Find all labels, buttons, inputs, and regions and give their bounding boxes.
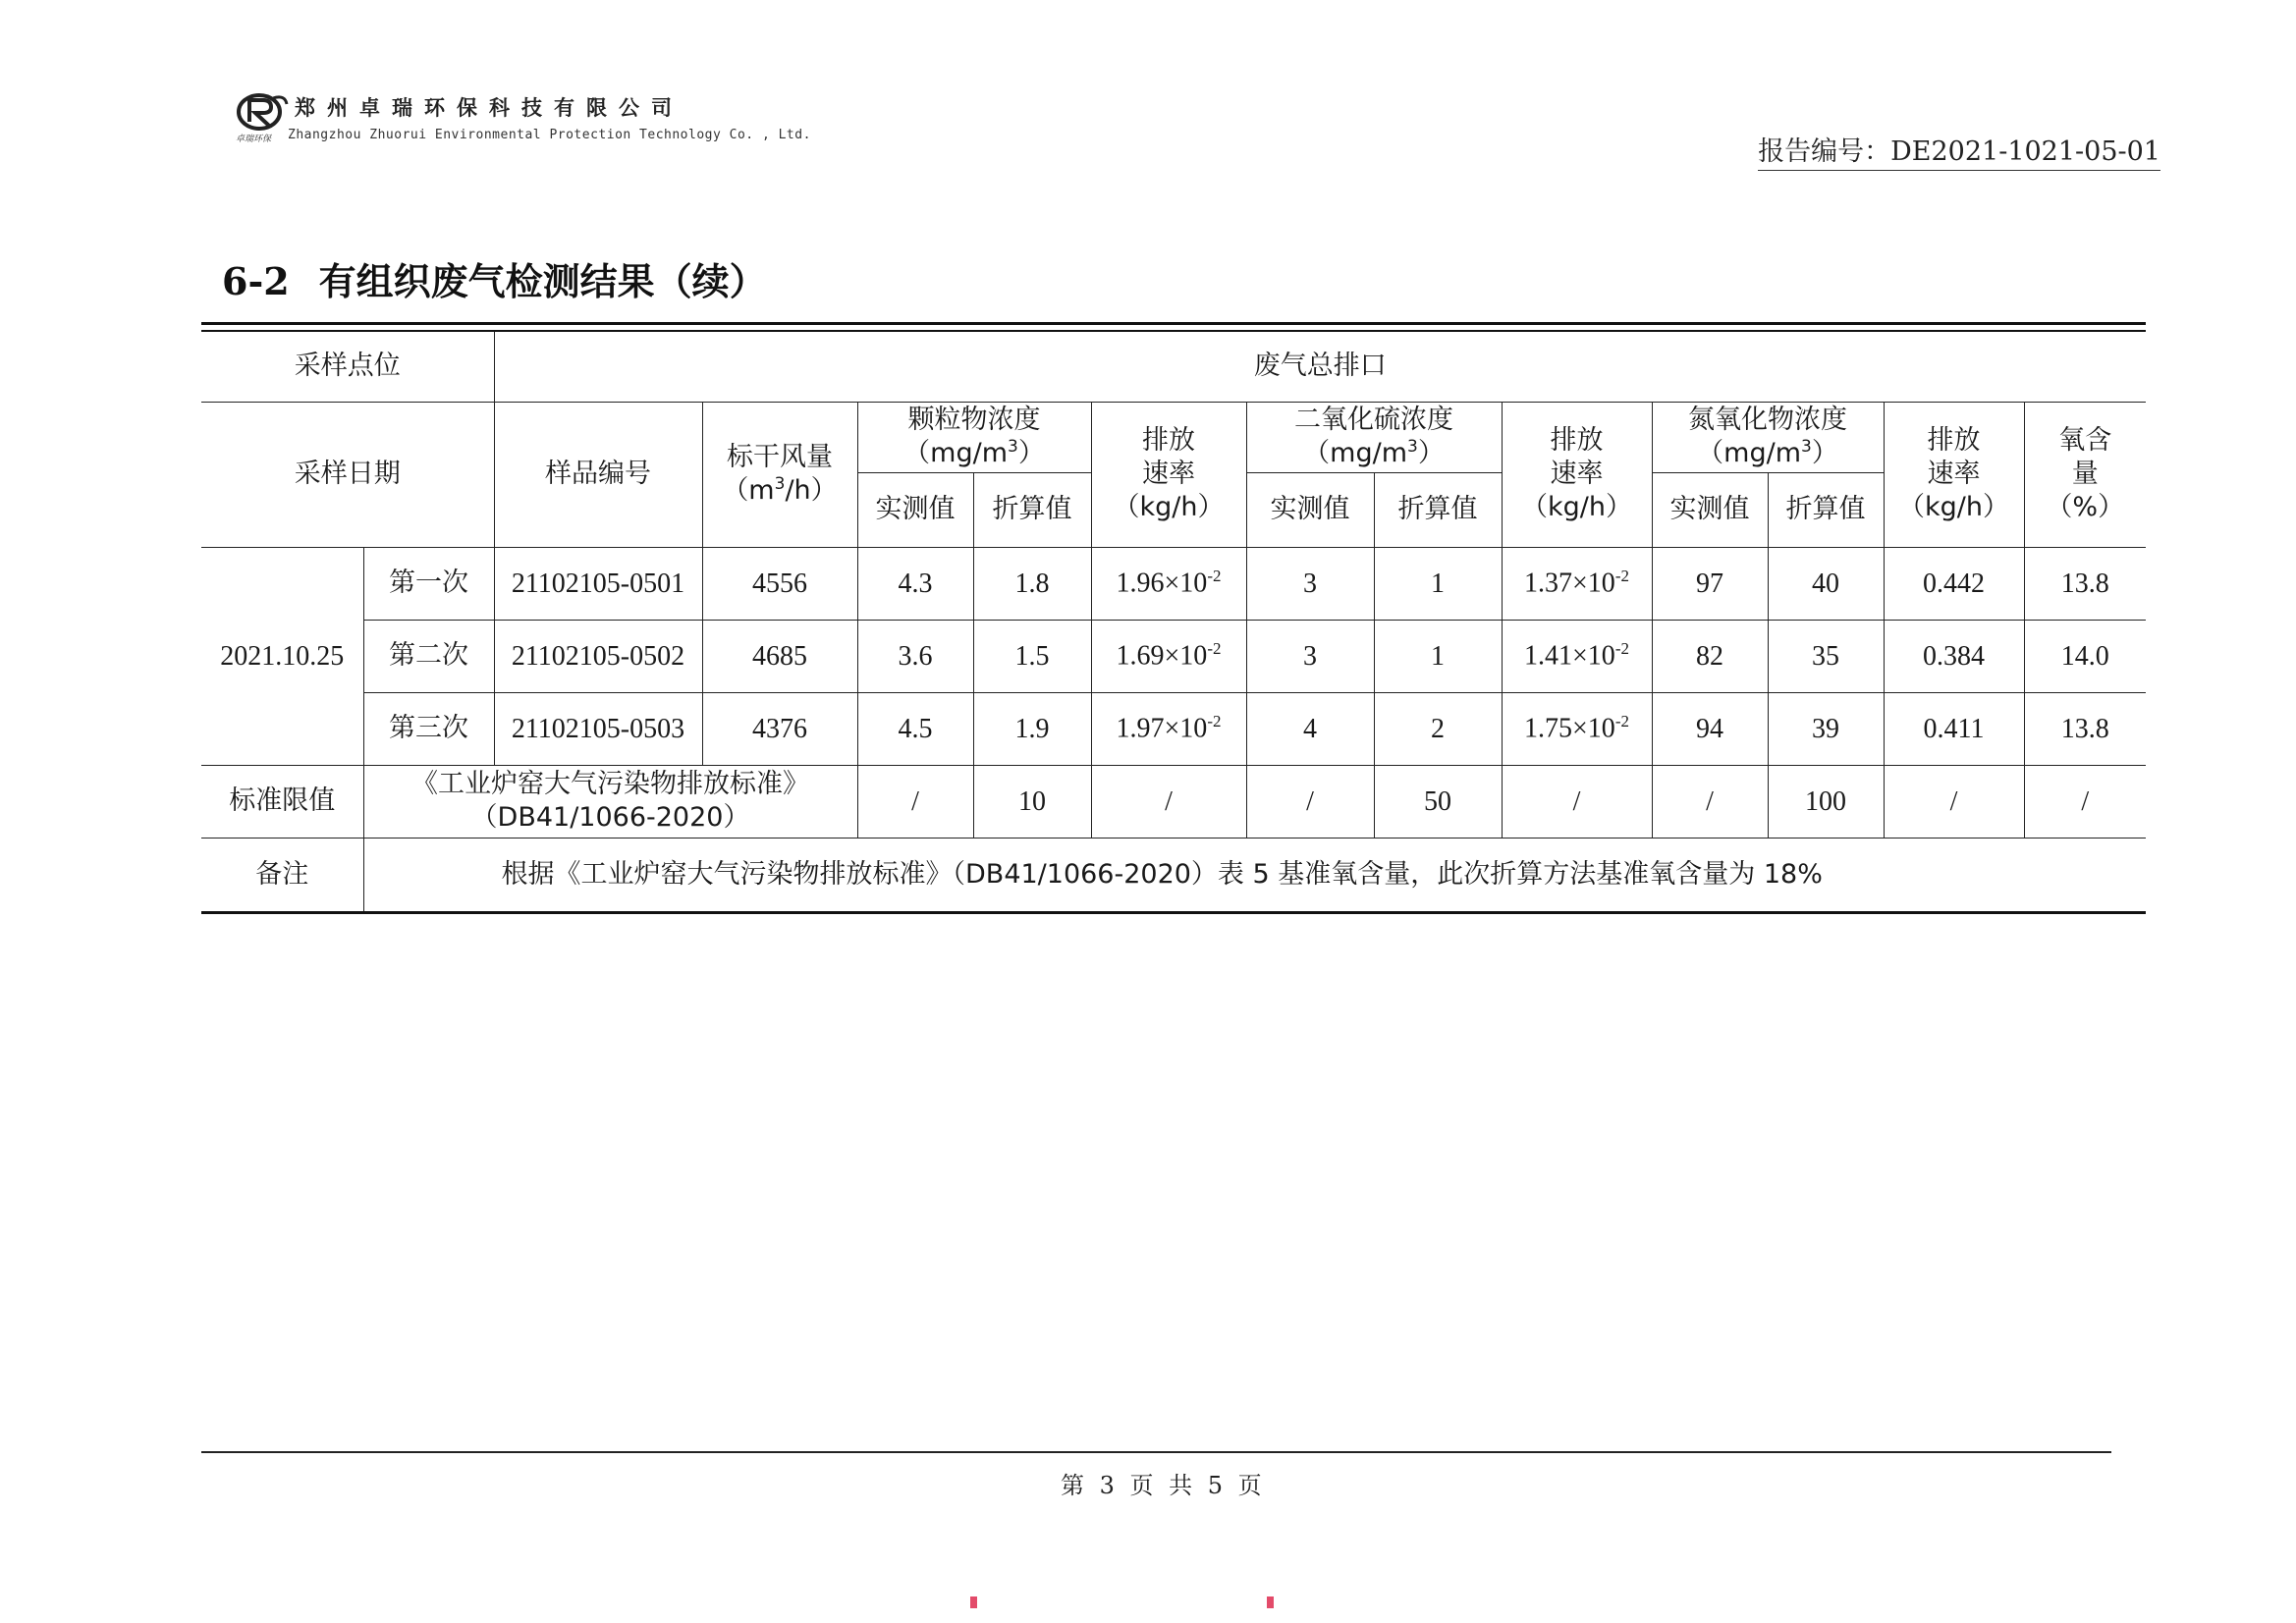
nox-converted: 40	[1768, 547, 1884, 620]
pm-measured-limit: /	[857, 765, 973, 838]
pm-converted-limit: 10	[973, 765, 1091, 838]
nox-rate: 0.442	[1884, 547, 2024, 620]
remarks-label: 备注	[201, 838, 363, 912]
so2-measured: 4	[1246, 692, 1374, 765]
standard-name-line1: 《工业炉窑大气污染物排放标准》	[411, 769, 809, 800]
flow-header	[702, 402, 857, 547]
pm-measured: 4.3	[857, 547, 973, 620]
sampling-point-value: 废气总排口	[494, 331, 2146, 402]
nox-converted-header: 折算值	[1768, 472, 1884, 547]
table-top-rule	[201, 322, 2146, 325]
standard-name-line2: （DB41/1066-2020）	[470, 802, 750, 833]
so2-converted-header: 折算值	[1374, 472, 1502, 547]
pm-conc-label: 颗粒物浓度	[907, 405, 1041, 436]
company-name-cn: 郑州卓瑞环保科技有限公司	[295, 96, 683, 120]
pm-converted: 1.8	[973, 547, 1091, 620]
pm-conc-header	[857, 402, 1091, 472]
table-row	[201, 547, 2146, 620]
stamp-mark	[970, 1596, 977, 1608]
so2-converted: 1	[1374, 547, 1502, 620]
footer-rule	[201, 1451, 2111, 1453]
section-title	[222, 251, 767, 305]
sample-no: 21102105-0503	[494, 692, 702, 765]
remarks-row	[201, 838, 2146, 912]
pm-rate-limit: /	[1091, 765, 1246, 838]
pm-measured: 4.5	[857, 692, 973, 765]
remarks-text: 根据《工业炉窑大气污染物排放标准》（DB41/1066-2020）表 5 基准氧含量，此次折算方法基准氧含量为 18%	[363, 838, 2146, 912]
run-label: 第二次	[363, 620, 494, 692]
company-name-en: Zhangzhou Zhuorui Environmental Protection Technology Co. , Ltd.	[288, 128, 811, 142]
section-heading: 有组织废气检测结果（续）	[318, 260, 767, 303]
pm-rate: $1.96\times 10^{-2}$	[1091, 547, 1246, 620]
pm-rate: $1.97\times 10^{-2}$	[1091, 692, 1246, 765]
logo-tagline: 卓瑞环保	[236, 135, 272, 144]
so2-measured-limit: /	[1246, 765, 1374, 838]
nox-converted: 39	[1768, 692, 1884, 765]
oxygen-value: 13.8	[2024, 547, 2146, 620]
pm-conc-unit: $(mg/m^3)$	[903, 437, 1045, 468]
nox-rate: 0.384	[1884, 620, 2024, 692]
oxygen-limit: /	[2024, 765, 2146, 838]
sample-no-header: 样品编号	[494, 402, 702, 547]
standard-limit-row	[201, 765, 2146, 838]
company-logo-icon	[236, 90, 289, 134]
so2-conc-header	[1246, 402, 1502, 472]
so2-measured-header: 实测值	[1246, 472, 1374, 547]
document-header	[236, 86, 2160, 167]
standard-name	[363, 765, 857, 838]
oxygen-value: 14.0	[2024, 620, 2146, 692]
so2-measured: 3	[1246, 547, 1374, 620]
flow-header-unit: $(m^3/h)$	[722, 474, 838, 506]
nox-rate-limit: /	[1884, 765, 2024, 838]
so2-rate-header: 排放 速率 （kg/h）	[1502, 402, 1652, 547]
nox-rate: 0.411	[1884, 692, 2024, 765]
nox-measured: 97	[1652, 547, 1768, 620]
sampling-date: 2021.10.25	[201, 547, 363, 765]
sampling-point-label: 采样点位	[201, 331, 494, 402]
nox-rate-header: 排放 速率 （kg/h）	[1884, 402, 2024, 547]
nox-measured: 82	[1652, 620, 1768, 692]
nox-converted-limit: 100	[1768, 765, 1884, 838]
run-label: 第三次	[363, 692, 494, 765]
so2-rate: $1.75\times 10^{-2}$	[1502, 692, 1652, 765]
pm-converted-header: 折算值	[973, 472, 1091, 547]
sample-no: 21102105-0502	[494, 620, 702, 692]
sampling-date-label: 采样日期	[201, 402, 494, 547]
nox-measured-header: 实测值	[1652, 472, 1768, 547]
pm-rate-header: 排放 速率 （kg/h）	[1091, 402, 1246, 547]
run-label: 第一次	[363, 547, 494, 620]
nox-conc-header	[1652, 402, 1884, 472]
nox-measured: 94	[1652, 692, 1768, 765]
so2-converted: 2	[1374, 692, 1502, 765]
oxygen-header: 氧含 量 （%）	[2024, 402, 2146, 547]
pm-rate: $1.69\times 10^{-2}$	[1091, 620, 1246, 692]
nox-converted: 35	[1768, 620, 1884, 692]
so2-converted: 1	[1374, 620, 1502, 692]
nox-conc-unit: $(mg/m^3)$	[1697, 437, 1838, 468]
table-row	[201, 692, 2146, 765]
pm-measured-header: 实测值	[857, 472, 973, 547]
flow-value: 4556	[702, 547, 857, 620]
table-header-row	[201, 402, 2146, 472]
report-number: 报告编号：DE2021-1021-05-01	[1758, 130, 2160, 171]
pm-converted: 1.9	[973, 692, 1091, 765]
emission-results-table	[201, 330, 2146, 914]
pm-measured: 3.6	[857, 620, 973, 692]
page-number: 第 3 页 共 5 页	[1061, 1472, 1266, 1499]
section-number: 6-2	[222, 259, 290, 303]
standard-limit-label: 标准限值	[201, 765, 363, 838]
stamp-mark	[1267, 1596, 1274, 1608]
oxygen-value: 13.8	[2024, 692, 2146, 765]
so2-rate-limit: /	[1502, 765, 1652, 838]
so2-conc-label: 二氧化硫浓度	[1294, 405, 1453, 436]
table-row	[201, 331, 2146, 402]
sample-no: 21102105-0501	[494, 547, 702, 620]
nox-measured-limit: /	[1652, 765, 1768, 838]
flow-value: 4376	[702, 692, 857, 765]
so2-rate: $1.41\times 10^{-2}$	[1502, 620, 1652, 692]
so2-converted-limit: 50	[1374, 765, 1502, 838]
so2-rate: $1.37\times 10^{-2}$	[1502, 547, 1652, 620]
flow-header-label: 标干风量	[727, 442, 833, 473]
pm-converted: 1.5	[973, 620, 1091, 692]
flow-value: 4685	[702, 620, 857, 692]
so2-measured: 3	[1246, 620, 1374, 692]
results-table-wrapper	[201, 322, 2146, 914]
table-row	[201, 620, 2146, 692]
nox-conc-label: 氮氧化物浓度	[1688, 405, 1847, 436]
so2-conc-unit: $(mg/m^3)$	[1303, 437, 1445, 468]
